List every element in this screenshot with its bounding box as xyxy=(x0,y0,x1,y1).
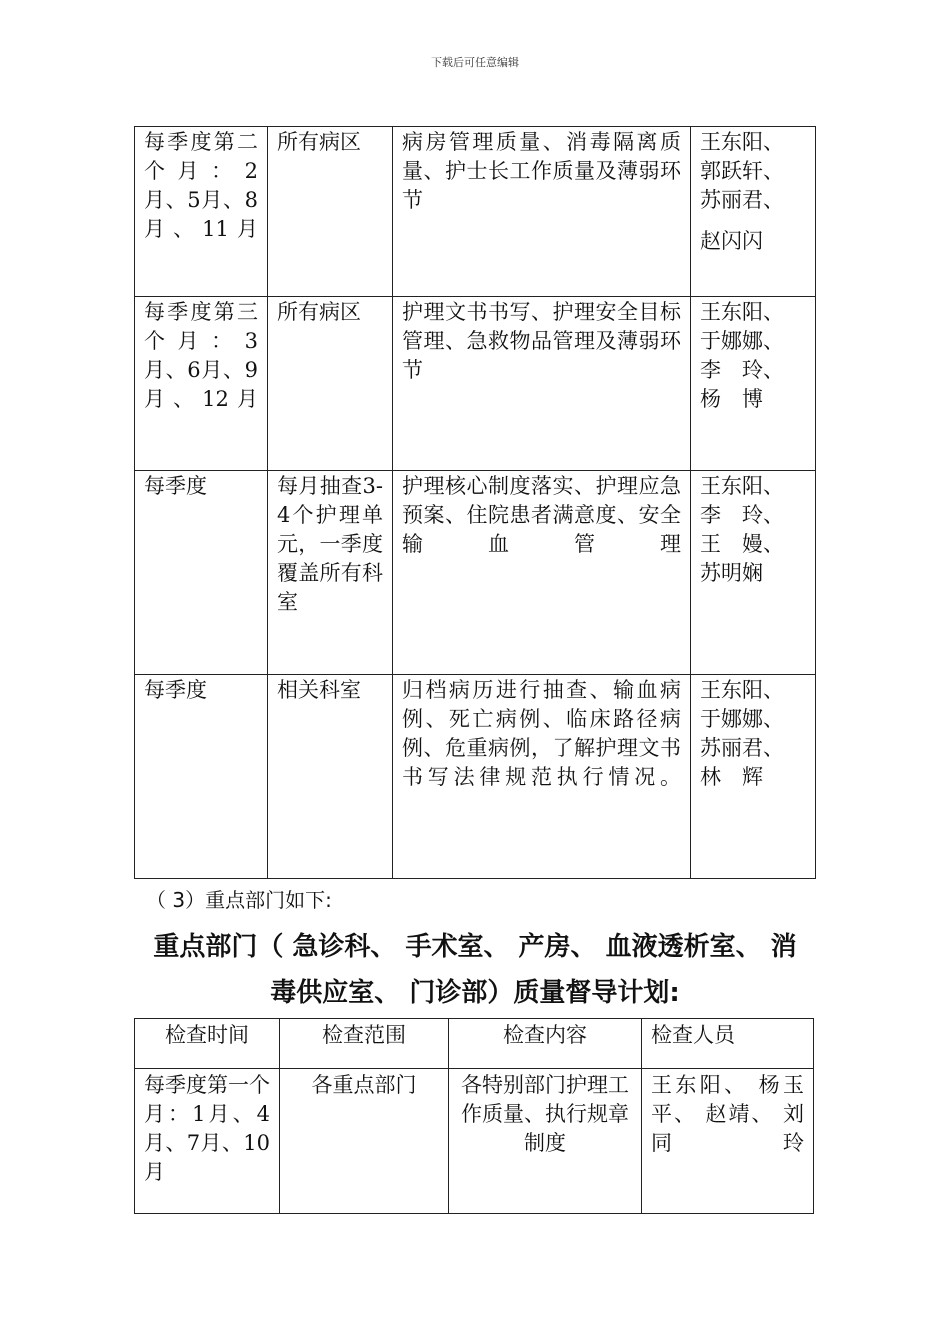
check-time-cell: 每季度第三个月：3月、6月、9月、12月 xyxy=(135,297,268,471)
person-name: 李 玲、 xyxy=(700,358,784,382)
check-scope-cell: 所有病区 xyxy=(268,297,393,471)
table-row xyxy=(135,1069,814,1214)
person-name: 王东阳、 xyxy=(700,678,784,702)
section-note: （ 3）重点部门如下: xyxy=(146,888,332,912)
check-content-cell: 各特别部门护理工作质量、执行规章制度 xyxy=(449,1069,642,1214)
check-people-cell xyxy=(691,471,816,675)
person-name: 苏明娴 xyxy=(700,561,763,585)
check-content-cell: 归档病历进行抽查、输血病例、死亡病例、临床路径病例、危重病例，了解护理文书书写法律规范执行情况。 xyxy=(393,675,691,879)
person-name: 于娜娜、 xyxy=(700,707,784,731)
table-row xyxy=(135,471,816,675)
page-header-note: 下载后可任意编辑 xyxy=(431,56,519,69)
key-department-schedule-table xyxy=(134,1018,814,1214)
check-time-cell: 每季度 xyxy=(135,675,268,879)
person-name: 赵闪闪 xyxy=(700,229,763,253)
check-content-cell: 护理文书书写、护理安全目标管理、急救物品管理及薄弱环节 xyxy=(393,297,691,471)
check-people-cell xyxy=(691,127,816,297)
check-time-cell: 每季度第一个月：1月、4月、7月、10月 xyxy=(135,1069,280,1214)
table-row xyxy=(135,297,816,471)
person-name: 王东阳、 xyxy=(700,474,784,498)
person-name: 苏丽君、 xyxy=(700,736,784,760)
check-scope-cell: 每月抽查3-4个护理单元，一季度覆盖所有科室 xyxy=(268,471,393,675)
header-check-content: 检查内容 xyxy=(449,1019,642,1069)
person-name: 王 嫚、 xyxy=(700,532,784,556)
table-header-row xyxy=(135,1019,814,1069)
check-time-cell: 每季度 xyxy=(135,471,268,675)
check-people-cell xyxy=(691,675,816,879)
quality-schedule-table xyxy=(134,126,816,879)
check-people-cell xyxy=(691,297,816,471)
header-check-time: 检查时间 xyxy=(135,1019,280,1069)
header-check-people: 检查人员 xyxy=(642,1019,814,1069)
check-time-cell: 每季度第二个月：2月、5月、8月、11月 xyxy=(135,127,268,297)
table-row xyxy=(135,127,816,297)
person-name: 李 玲、 xyxy=(700,503,784,527)
person-name: 于娜娜、 xyxy=(700,329,784,353)
person-name: 郭跃轩、 xyxy=(700,159,784,183)
check-content-cell: 病房管理质量、消毒隔离质量、护士长工作质量及薄弱环节 xyxy=(393,127,691,297)
person-name: 王东阳、 xyxy=(700,300,784,324)
check-content-cell: 护理核心制度落实、护理应急预案、住院患者满意度、安全输血管理 xyxy=(393,471,691,675)
person-name: 杨 博 xyxy=(700,387,763,411)
section-title-line-2: 毒供应室、 门诊部）质量督导计划: xyxy=(270,978,680,1008)
table-row xyxy=(135,675,816,879)
check-scope-cell: 所有病区 xyxy=(268,127,393,297)
header-check-scope: 检查范围 xyxy=(280,1019,449,1069)
check-scope-cell: 相关科室 xyxy=(268,675,393,879)
person-name: 王东阳、 xyxy=(700,130,784,154)
check-scope-cell: 各重点部门 xyxy=(280,1069,449,1214)
check-people-cell: 王东阳、 杨玉平、 赵靖、 刘同玲 xyxy=(642,1069,814,1214)
person-name: 林 辉 xyxy=(700,765,763,789)
person-name: 苏丽君、 xyxy=(700,188,784,212)
section-title-line-1: 重点部门（ 急诊科、 手术室、 产房、 血液透析室、 消 xyxy=(153,932,797,962)
